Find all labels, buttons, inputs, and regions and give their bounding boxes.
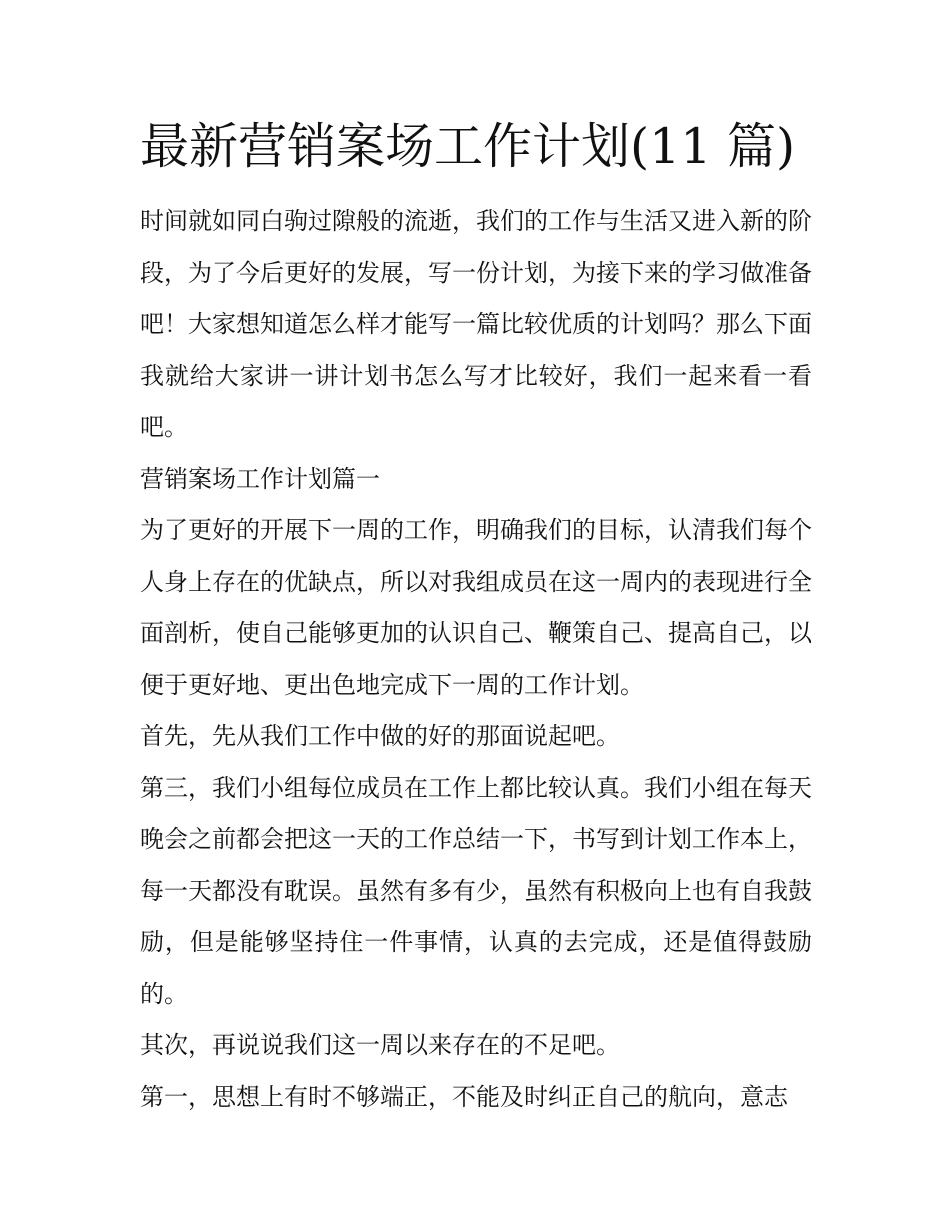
document-body: [140, 196, 812, 1123]
paragraph-third: 第三，我们小组每位成员在工作上都比较认真。我们小组在每天晚会之前都会把这一天的工作总结一下，书写到计划工作本上，每一天都没有耽误。虽然有多有少，虽然有积极向上也有自我鼓励，但是能够坚持住一件事情，认真的去完成，还是值得鼓励的。: [140, 773, 812, 1008]
paragraph-intro: 时间就如同白驹过隙般的流逝，我们的工作与生活又进入新的阶段，为了今后更好的发展，写一份计划，为接下来的学习做准备吧！大家想知道怎么样才能写一篇比较优质的计划吗？那么下面我就给大家讲一讲计划书怎么写才比较好，我们一起来看一看吧。: [140, 207, 812, 441]
section-heading: 营销案场工作计划篇一: [140, 464, 380, 493]
paragraph-second: 其次，再说说我们这一周以来存在的不足吧。: [140, 1031, 620, 1059]
paragraph-purpose: 为了更好的开展下一周的工作，明确我们的目标，认清我们每个人身上存在的优缺点，所以对我组成员在这一周内的表现进行全面剖析，使自己能够更加的认识自己、鞭策自己、提高自己，以便于更好地、更出色地完成下一周的工作计划。: [140, 516, 812, 699]
document-title: 最新营销案场工作计划(11 篇): [140, 118, 796, 175]
paragraph-first: 首先，先从我们工作中做的好的那面说起吧。: [140, 722, 620, 750]
paragraph-shortcoming-one: 第一，思想上有时不够端正，不能及时纠正自己的航向，意志: [140, 1082, 788, 1111]
